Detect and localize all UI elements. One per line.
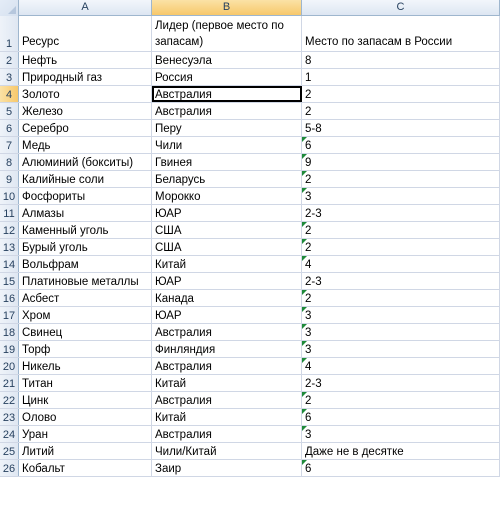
cell-b[interactable] [152,256,302,272]
cell-text: 3 [305,310,312,322]
cell-c[interactable] [302,154,500,170]
cell-b[interactable] [152,443,302,459]
cell-text: 2 [305,242,312,254]
cell-text: Китай [155,378,187,390]
cell-b[interactable] [152,16,302,51]
error-indicator-icon[interactable] [302,239,307,244]
cell-c[interactable] [302,324,500,340]
cell-a[interactable] [19,171,152,187]
cell-text: 8 [305,55,312,67]
table-row [0,273,500,290]
cell-c[interactable] [302,86,500,102]
table-row [0,409,500,426]
table-row [0,341,500,358]
cell-b[interactable] [152,86,302,102]
row-header[interactable]: 15 [0,273,19,289]
cell-text: Алюминий (бокситы) [22,157,134,169]
error-indicator-icon[interactable] [302,154,307,159]
column-header-c[interactable]: C [302,0,500,15]
cell-a[interactable] [19,205,152,221]
cell-text: ЮАР [155,208,182,220]
cell-text: ЮАР [155,276,182,288]
table-row [0,290,500,307]
row-header[interactable]: 12 [0,222,19,238]
cell-text: Хром [22,310,51,322]
cell-c[interactable] [302,460,500,476]
cell-c[interactable] [302,392,500,408]
cell-text: 2 [305,395,312,407]
cell-text: Австралия [155,89,212,101]
cell-c[interactable] [302,358,500,374]
cell-text: Гвинея [155,157,193,169]
cell-c[interactable] [302,16,500,51]
table-row [0,188,500,205]
cell-a[interactable] [19,460,152,476]
cell-b[interactable] [152,375,302,391]
cell-text: 2 [305,89,312,101]
cell-b[interactable] [152,341,302,357]
table-row [0,205,500,222]
cell-c[interactable] [302,375,500,391]
cell-c[interactable] [302,222,500,238]
cell-c[interactable] [302,137,500,153]
error-indicator-icon[interactable] [302,358,307,363]
row-header[interactable]: 13 [0,239,19,255]
cell-c[interactable] [302,120,500,136]
cell-a[interactable] [19,69,152,85]
cell-b[interactable] [152,307,302,323]
cell-text: Морокко [155,191,201,203]
table-row [0,103,500,120]
error-indicator-icon[interactable] [302,137,307,142]
row-header[interactable]: 20 [0,358,19,374]
cell-c[interactable] [302,307,500,323]
row-header[interactable]: 21 [0,375,19,391]
cell-grid [0,16,500,477]
cell-text: Даже не в десятке [305,446,404,458]
cell-b[interactable] [152,409,302,425]
cell-text: Фосфориты [22,191,86,203]
cell-text: 5-8 [305,123,322,135]
cell-text: Асбест [22,293,60,305]
table-row [0,120,500,137]
cell-text: 9 [305,157,312,169]
column-header-row [0,0,500,16]
cell-a[interactable] [19,256,152,272]
row-header[interactable]: 18 [0,324,19,340]
cell-b[interactable] [152,188,302,204]
error-indicator-icon[interactable] [302,290,307,295]
column-header-b[interactable]: B [152,0,302,15]
cell-text: Китай [155,259,187,271]
cell-text: Канада [155,293,194,305]
cell-a[interactable] [19,52,152,68]
row-header[interactable]: 10 [0,188,19,204]
cell-text: Кобальт [22,463,65,475]
cell-text: Лидер (первое место по запасам) [155,20,284,48]
cell-c[interactable] [302,409,500,425]
cell-b[interactable] [152,120,302,136]
cell-c[interactable] [302,188,500,204]
table-row [0,154,500,171]
select-all-triangle-icon [8,6,16,14]
cell-text: 6 [305,412,312,424]
cell-text: 3 [305,344,312,356]
error-indicator-icon[interactable] [302,222,307,227]
cell-c[interactable] [302,443,500,459]
cell-text: 6 [305,463,312,475]
table-row [0,222,500,239]
table-row [0,171,500,188]
cell-text: Природный газ [22,72,103,84]
error-indicator-icon[interactable] [302,341,307,346]
cell-b[interactable] [152,69,302,85]
cell-text: Нефть [22,55,58,67]
table-row [0,460,500,477]
cell-c[interactable] [302,239,500,255]
row-header[interactable]: 2 [0,52,19,68]
cell-c[interactable] [302,69,500,85]
cell-b[interactable] [152,392,302,408]
table-row [0,375,500,392]
cell-text: Вольфрам [22,259,79,271]
cell-text: Никель [22,361,61,373]
table-row [0,443,500,460]
cell-text: Торф [22,344,51,356]
cell-text: 3 [305,327,312,339]
cell-c[interactable] [302,256,500,272]
cell-a[interactable] [19,375,152,391]
cell-a[interactable] [19,16,152,51]
cell-text: Россия [155,72,193,84]
error-indicator-icon[interactable] [302,188,307,193]
cell-b[interactable] [152,239,302,255]
cell-text: 4 [305,361,312,373]
table-row [0,86,500,103]
cell-c[interactable] [302,205,500,221]
cell-text: Китай [155,412,187,424]
cell-text: Олово [22,412,57,424]
cell-c[interactable] [302,103,500,119]
table-row [0,392,500,409]
cell-text: 2-3 [305,276,322,288]
cell-text: Место по запасам в России [305,36,453,48]
select-all-corner[interactable] [0,0,19,16]
cell-text: Калийные соли [22,174,105,186]
cell-b[interactable] [152,171,302,187]
cell-text: Алмазы [22,208,65,220]
cell-text: Финляндия [155,344,216,356]
error-indicator-icon[interactable] [302,324,307,329]
row-header[interactable]: 5 [0,103,19,119]
cell-text: 2 [305,106,312,118]
cell-a[interactable] [19,443,152,459]
cell-text: Медь [22,140,51,152]
cell-b[interactable] [152,426,302,442]
cell-a[interactable] [19,426,152,442]
table-row [0,426,500,443]
cell-a[interactable] [19,324,152,340]
row-header[interactable]: 6 [0,120,19,136]
table-row [0,358,500,375]
cell-a[interactable] [19,222,152,238]
cell-text: 2-3 [305,208,322,220]
cell-text: 3 [305,191,312,203]
cell-text: 6 [305,140,312,152]
cell-c[interactable] [302,273,500,289]
cell-a[interactable] [19,120,152,136]
cell-text: Платиновые металлы [22,276,139,288]
cell-a[interactable] [19,188,152,204]
cell-c[interactable] [302,52,500,68]
cell-text: Железо [22,106,63,118]
cell-a[interactable] [19,409,152,425]
row-header[interactable]: 9 [0,171,19,187]
table-row [0,52,500,69]
cell-text: Уран [22,429,48,441]
cell-text: Перу [155,123,182,135]
row-header[interactable]: 8 [0,154,19,170]
cell-c[interactable] [302,426,500,442]
cell-b[interactable] [152,273,302,289]
cell-text: ЮАР [155,310,182,322]
error-indicator-icon[interactable] [302,307,307,312]
cell-text: Венесуэла [155,55,212,67]
row-header[interactable]: 24 [0,426,19,442]
row-header[interactable]: 11 [0,205,19,221]
table-row [0,256,500,273]
cell-c[interactable] [302,290,500,306]
cell-text: 2-3 [305,378,322,390]
row-header[interactable]: 25 [0,443,19,459]
cell-a[interactable] [19,273,152,289]
cell-a[interactable] [19,307,152,323]
cell-text: 2 [305,225,312,237]
row-header[interactable]: 4 [0,86,19,102]
cell-text: Чили [155,140,183,152]
cell-text: 2 [305,293,312,305]
cell-b[interactable] [152,154,302,170]
cell-a[interactable] [19,290,152,306]
error-indicator-icon[interactable] [302,426,307,431]
row-header[interactable]: 26 [0,460,19,476]
cell-text: 1 [305,72,312,84]
error-indicator-icon[interactable] [302,409,307,414]
cell-text: 4 [305,259,312,271]
error-indicator-icon[interactable] [302,171,307,176]
row-header[interactable]: 1 [0,16,19,51]
cell-a[interactable] [19,103,152,119]
cell-b[interactable] [152,324,302,340]
cell-c[interactable] [302,341,500,357]
table-row [0,69,500,86]
cell-a[interactable] [19,358,152,374]
row-header[interactable]: 17 [0,307,19,323]
row-header[interactable]: 22 [0,392,19,408]
cell-text: Австралия [155,327,212,339]
cell-text: Титан [22,378,53,390]
cell-a[interactable] [19,154,152,170]
cell-b[interactable] [152,205,302,221]
row-header[interactable]: 7 [0,137,19,153]
cell-text: Золото [22,89,60,101]
cell-b[interactable] [152,52,302,68]
cell-text: Цинк [22,395,49,407]
cell-text: Литий [22,446,55,458]
cell-b[interactable] [152,290,302,306]
cell-a[interactable] [19,137,152,153]
cell-text: Заир [155,463,182,475]
error-indicator-icon[interactable] [302,256,307,261]
cell-text: 2 [305,174,312,186]
table-row [0,324,500,341]
cell-b[interactable] [152,137,302,153]
table-row [0,16,500,52]
cell-b[interactable] [152,222,302,238]
cell-text: США [155,225,182,237]
row-header[interactable]: 14 [0,256,19,272]
error-indicator-icon[interactable] [302,392,307,397]
row-header[interactable]: 23 [0,409,19,425]
row-header[interactable]: 3 [0,69,19,85]
cell-text: Свинец [22,327,63,339]
cell-text: США [155,242,182,254]
column-header-a[interactable]: A [19,0,152,15]
cell-c[interactable] [302,171,500,187]
cell-text: Беларусь [155,174,206,186]
row-header[interactable]: 19 [0,341,19,357]
cell-a[interactable] [19,392,152,408]
cell-text: Каменный уголь [22,225,109,237]
cell-text: Бурый уголь [22,242,88,254]
cell-text: Ресурс [22,36,60,48]
cell-a[interactable] [19,341,152,357]
table-row [0,137,500,154]
cell-text: Австралия [155,395,212,407]
cell-text: Чили/Китай [155,446,217,458]
cell-text: Австралия [155,361,212,373]
cell-a[interactable] [19,86,152,102]
cell-text: Австралия [155,106,212,118]
cell-a[interactable] [19,239,152,255]
row-header[interactable]: 16 [0,290,19,306]
table-row [0,239,500,256]
cell-text: Австралия [155,429,212,441]
cell-b[interactable] [152,358,302,374]
cell-text: Серебро [22,123,69,135]
table-row [0,307,500,324]
cell-text: 3 [305,429,312,441]
cell-b[interactable] [152,460,302,476]
cell-b[interactable] [152,103,302,119]
error-indicator-icon[interactable] [302,460,307,465]
